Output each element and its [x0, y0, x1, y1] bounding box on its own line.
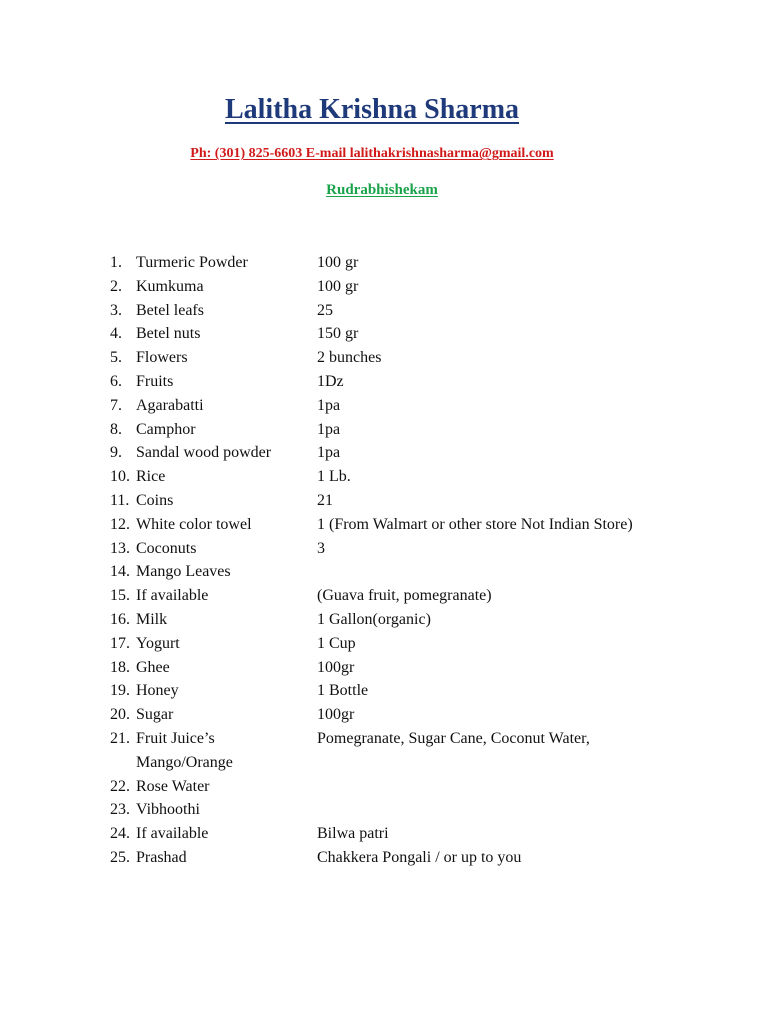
list-item	[110, 251, 750, 275]
item-quantity: 1 Cup	[317, 634, 356, 652]
list-item	[110, 632, 750, 656]
item-number: 12.	[110, 515, 130, 533]
item-name: Milk	[136, 610, 168, 628]
list-item	[110, 798, 750, 822]
item-name: Sugar	[136, 706, 174, 724]
page-title: Lalitha Krishna Sharma	[224, 94, 520, 125]
item-number: 16.	[110, 610, 130, 628]
item-name: Coins	[136, 491, 174, 509]
list-item	[110, 822, 750, 846]
list-item	[110, 703, 750, 727]
item-name: Coconuts	[136, 539, 197, 557]
item-name-line-2: Mango/Orange	[136, 753, 233, 771]
item-number: 20.	[110, 706, 130, 724]
item-quantity: 21	[317, 491, 333, 509]
item-number: 17.	[110, 634, 130, 652]
item-number: 21.	[110, 729, 130, 747]
item-name: Rice	[136, 468, 166, 486]
item-quantity: 1 (From Walmart or other store Not Indian Store)	[317, 515, 633, 533]
list-item	[110, 584, 750, 608]
list-item	[110, 775, 750, 799]
item-name: Yogurt	[136, 634, 180, 652]
list-item	[110, 370, 750, 394]
item-quantity: (Guava fruit, pomegranate)	[317, 587, 492, 605]
item-quantity: 1 Gallon(organic)	[317, 610, 431, 628]
list-item	[110, 394, 750, 418]
item-name: Betel nuts	[136, 325, 201, 343]
item-name: Fruits	[136, 372, 174, 390]
item-name: Camphor	[136, 420, 196, 438]
item-quantity: 1pa	[317, 444, 341, 462]
item-name: Vibhoothi	[136, 801, 200, 819]
item-name: White color towel	[136, 515, 252, 533]
item-number: 24.	[110, 825, 130, 843]
item-quantity: 3	[317, 539, 325, 557]
item-quantity: 100gr	[317, 658, 355, 676]
item-number: 13.	[110, 539, 130, 557]
list-item	[110, 846, 750, 870]
item-number: 8.	[110, 420, 122, 438]
item-number: 11.	[110, 491, 130, 509]
item-quantity: 1pa	[317, 396, 341, 414]
list-item	[110, 322, 750, 346]
list-item	[110, 441, 750, 465]
list-item	[110, 537, 750, 561]
item-quantity: 150 gr	[317, 325, 359, 343]
list-item	[110, 513, 750, 537]
list-item	[110, 679, 750, 703]
item-number: 25.	[110, 848, 130, 866]
item-name: Honey	[136, 682, 179, 700]
item-quantity: Chakkera Pongali / or up to you	[317, 848, 522, 866]
item-quantity: 100 gr	[317, 277, 359, 295]
item-number: 23.	[110, 801, 130, 819]
item-number: 14.	[110, 563, 130, 581]
item-quantity: 2 bunches	[317, 349, 382, 367]
item-name: Rose Water	[136, 777, 210, 795]
item-name	[136, 727, 316, 775]
item-name: Flowers	[136, 349, 188, 367]
item-number: 4.	[110, 325, 122, 343]
item-list	[110, 251, 750, 870]
contact-line[interactable]: Ph: (301) 825-6603 E-mail lalithakrishnasharma@gmail.com	[190, 146, 554, 161]
list-item	[110, 418, 750, 442]
list-item	[110, 656, 750, 680]
item-name: Sandal wood powder	[136, 444, 272, 462]
item-number: 2.	[110, 277, 122, 295]
list-item	[110, 275, 750, 299]
item-number: 7.	[110, 396, 122, 414]
item-quantity: 1Dz	[317, 372, 344, 390]
item-number: 10.	[110, 468, 130, 486]
list-item	[110, 489, 750, 513]
item-quantity: 1 Bottle	[317, 682, 369, 700]
item-quantity: 100gr	[317, 706, 355, 724]
item-number: 9.	[110, 444, 122, 462]
item-name: Prashad	[136, 848, 187, 866]
list-item	[110, 346, 750, 370]
item-number: 19.	[110, 682, 130, 700]
item-name: Kumkuma	[136, 277, 204, 295]
item-quantity: 1 Lb.	[317, 468, 351, 486]
list-item	[110, 465, 750, 489]
item-number: 22.	[110, 777, 130, 795]
item-name: Ghee	[136, 658, 170, 676]
item-quantity: 25	[317, 301, 333, 319]
item-quantity: 100 gr	[317, 254, 359, 271]
item-name: If available	[136, 587, 209, 605]
event-title: Rudrabhishekam	[326, 182, 438, 198]
item-name: Betel leafs	[136, 301, 204, 319]
item-name-line-1: Fruit Juice’s	[136, 729, 215, 747]
list-item	[110, 727, 750, 775]
item-name: Mango Leaves	[136, 563, 231, 581]
item-number: 5.	[110, 349, 122, 367]
item-number: 18.	[110, 658, 130, 676]
item-number: 6.	[110, 372, 122, 390]
list-item	[110, 608, 750, 632]
item-quantity: Bilwa patri	[317, 825, 389, 843]
list-item	[110, 299, 750, 323]
item-quantity: Pomegranate, Sugar Cane, Coconut Water,	[317, 729, 590, 747]
list-item	[110, 560, 750, 584]
item-number: 15.	[110, 587, 130, 605]
item-name: Agarabatti	[136, 396, 204, 414]
item-quantity: 1pa	[317, 420, 341, 438]
item-number: 1.	[110, 254, 122, 271]
item-number: 3.	[110, 301, 122, 319]
item-name: If available	[136, 825, 209, 843]
item-name: Turmeric Powder	[136, 254, 248, 271]
